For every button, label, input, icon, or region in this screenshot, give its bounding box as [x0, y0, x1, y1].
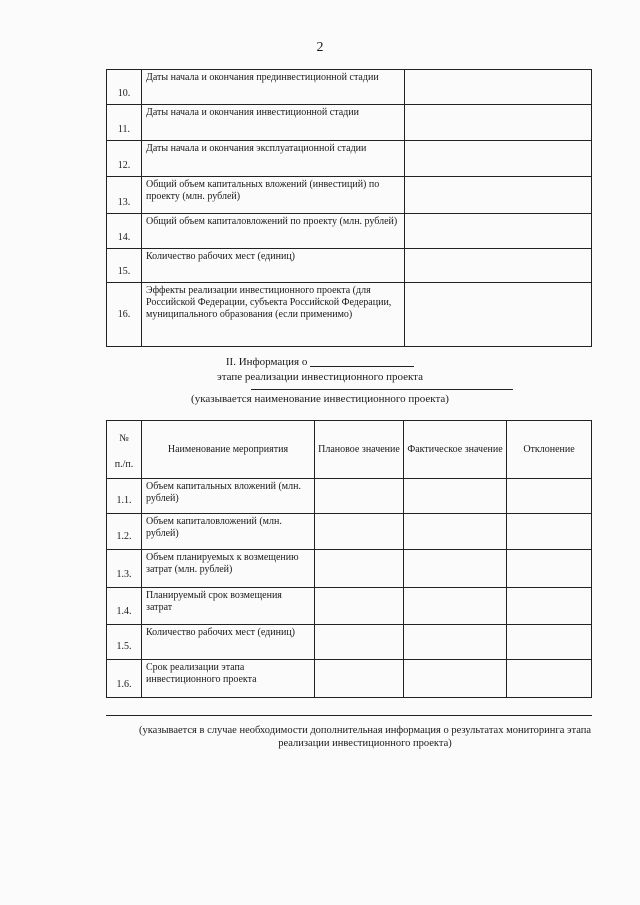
row-number: 10.	[107, 70, 142, 105]
header-planned: Плановое значение	[315, 421, 404, 479]
stage-name-blank[interactable]	[310, 366, 414, 367]
header-number-symbol: №	[119, 433, 129, 444]
deviation-cell[interactable]	[507, 588, 592, 625]
stage-indicators-table	[106, 420, 592, 698]
actual-cell[interactable]	[404, 625, 507, 660]
table-row	[107, 105, 592, 141]
table-row	[107, 214, 592, 249]
actual-cell[interactable]	[404, 514, 507, 550]
row-number: 1.2.	[107, 514, 142, 550]
table-row	[107, 249, 592, 283]
planned-cell[interactable]	[315, 550, 404, 588]
row-description: Даты начала и окончания инвестиционной стадии	[142, 105, 405, 141]
row-number: 1.1.	[107, 479, 142, 514]
header-name: Наименование мероприятия	[142, 421, 315, 479]
row-description: Срок реализации этапа инвестиционного проекта	[142, 660, 315, 698]
value-cell[interactable]	[405, 249, 592, 283]
section-title	[0, 356, 640, 368]
value-cell[interactable]	[405, 214, 592, 249]
table-row	[107, 141, 592, 177]
row-number: 11.	[107, 105, 142, 141]
row-description: Даты начала и окончания эксплуатационной стадии	[142, 141, 405, 177]
table-row	[107, 660, 592, 698]
row-description: Количество рабочих мест (единиц)	[142, 625, 315, 660]
deviation-cell[interactable]	[507, 550, 592, 588]
row-number: 1.6.	[107, 660, 142, 698]
header-actual: Фактическое значение	[404, 421, 507, 479]
investment-stages-table	[106, 69, 592, 347]
value-cell[interactable]	[405, 70, 592, 105]
actual-cell[interactable]	[404, 660, 507, 698]
value-cell[interactable]	[405, 283, 592, 347]
row-description: Планируемый срок возмещения затрат	[142, 588, 315, 625]
planned-cell[interactable]	[315, 479, 404, 514]
table-row	[107, 514, 592, 550]
planned-cell[interactable]	[315, 660, 404, 698]
deviation-cell[interactable]	[507, 660, 592, 698]
planned-cell[interactable]	[315, 588, 404, 625]
planned-cell[interactable]	[315, 625, 404, 660]
table-header-row	[107, 421, 592, 479]
planned-cell[interactable]	[315, 514, 404, 550]
table-row	[107, 625, 592, 660]
header-deviation: Отклонение	[507, 421, 592, 479]
row-number: 13.	[107, 177, 142, 214]
table-row	[107, 283, 592, 347]
row-number: 16.	[107, 283, 142, 347]
project-name-caption: (указывается наименование инвестиционного проекта)	[191, 393, 449, 405]
row-number: 15.	[107, 249, 142, 283]
row-description: Объем капиталовложений (млн. рублей)	[142, 514, 315, 550]
row-description: Общий объем капитальных вложений (инвестиций) по проекту (млн. рублей)	[142, 177, 405, 214]
row-description: Объем планируемых к возмещению затрат (млн. рублей)	[142, 550, 315, 588]
row-number: 12.	[107, 141, 142, 177]
value-cell[interactable]	[405, 105, 592, 141]
row-description: Количество рабочих мест (единиц)	[142, 249, 405, 283]
footer-note: (указывается в случае необходимости дополнительная информация о результатах мониторинга этапа реализации инвестиционного проекта)	[138, 725, 592, 749]
row-number: 14.	[107, 214, 142, 249]
header-number	[107, 421, 142, 479]
page-number: 2	[316, 40, 324, 55]
additional-info-line[interactable]	[106, 715, 592, 716]
actual-cell[interactable]	[404, 588, 507, 625]
table-row	[107, 550, 592, 588]
row-description: Объем капитальных вложений (млн. рублей)	[142, 479, 315, 514]
table-row	[107, 588, 592, 625]
actual-cell[interactable]	[404, 550, 507, 588]
row-number: 1.4.	[107, 588, 142, 625]
deviation-cell[interactable]	[507, 625, 592, 660]
table-row	[107, 70, 592, 105]
row-description: Эффекты реализации инвестиционного проекта (для Российской Федерации, субъекта Российской Федерации, муниципального образования (если применимо)	[142, 283, 405, 347]
value-cell[interactable]	[405, 141, 592, 177]
header-number-label: п./п.	[114, 459, 134, 470]
table-row	[107, 177, 592, 214]
deviation-cell[interactable]	[507, 514, 592, 550]
actual-cell[interactable]	[404, 479, 507, 514]
section-subtitle: этапе реализации инвестиционного проекта	[216, 371, 424, 383]
project-name-line[interactable]	[251, 389, 513, 390]
section-title-text: II. Информация о	[225, 356, 308, 368]
row-description: Общий объем капиталовложений по проекту (млн. рублей)	[142, 214, 405, 249]
table-row	[107, 479, 592, 514]
row-description: Даты начала и окончания прединвестиционной стадии	[142, 70, 405, 105]
deviation-cell[interactable]	[507, 479, 592, 514]
row-number: 1.3.	[107, 550, 142, 588]
value-cell[interactable]	[405, 177, 592, 214]
row-number: 1.5.	[107, 625, 142, 660]
